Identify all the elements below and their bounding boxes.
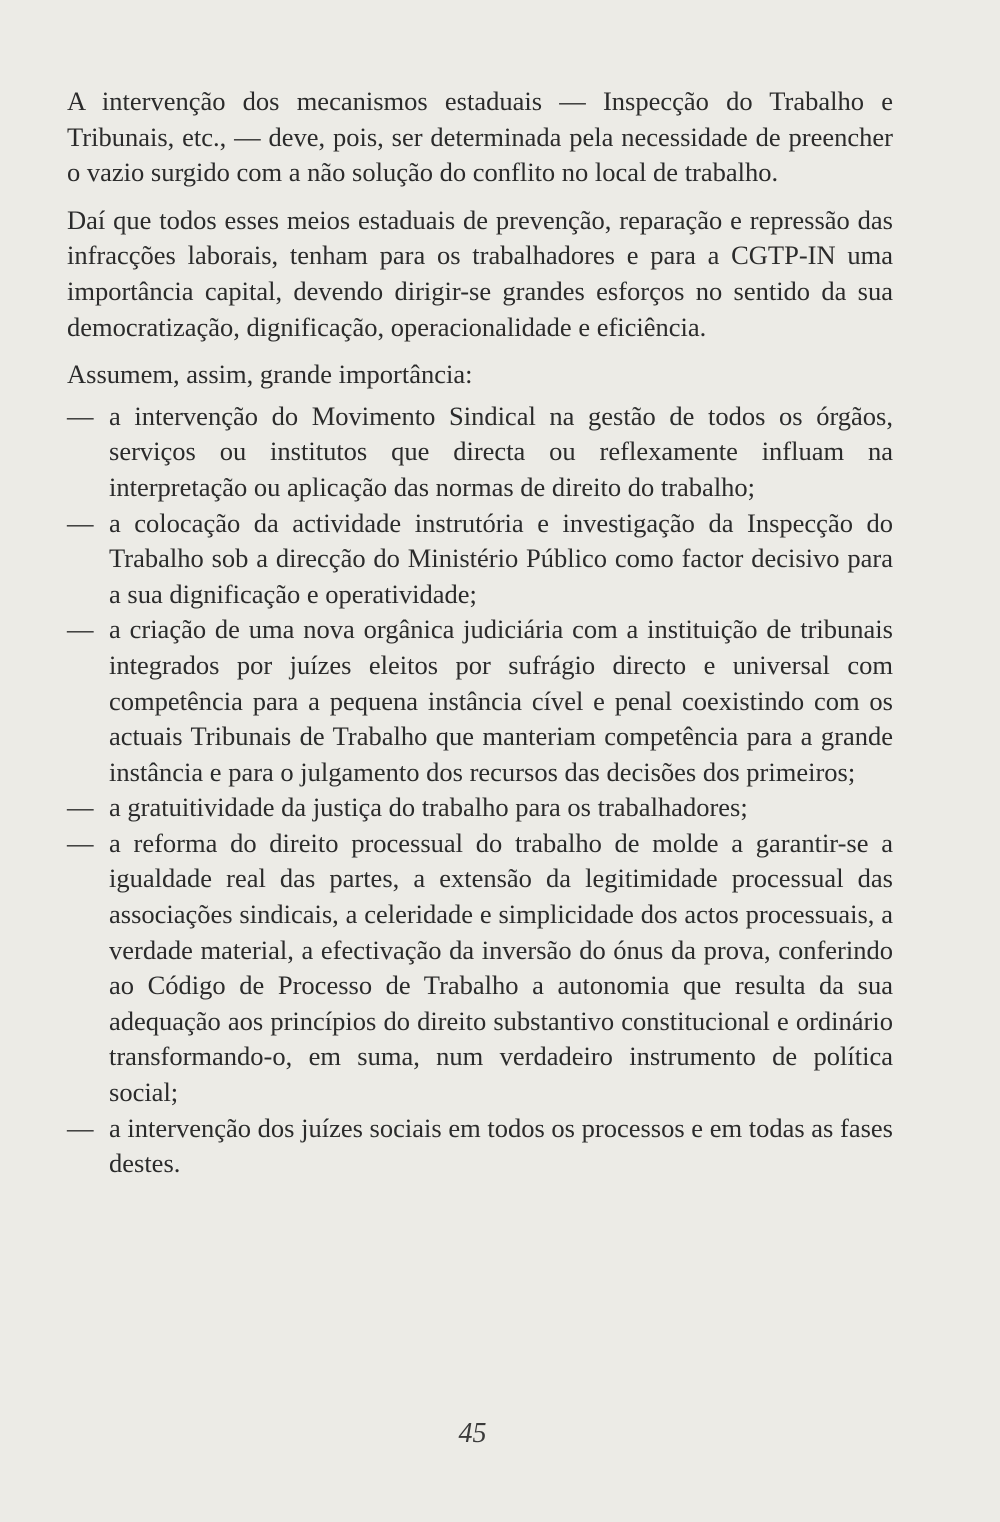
page-number: 45 xyxy=(458,1418,487,1449)
list-item xyxy=(67,399,893,506)
dash-bullet: — xyxy=(67,792,94,823)
dash-bullet: — xyxy=(67,400,94,431)
list-intro: Assumem, assim, grande importância: xyxy=(67,359,473,390)
list-item-text: a colocação da actividade instrutória e investigação da Inspecção do Trabalho sob a direcção do Ministério Público como factor decisivo para a sua dignificação e operatividade; xyxy=(109,507,893,609)
paragraph: Daí que todos esses meios estaduais de prevenção, reparação e repressão das infracções laborais, tenham para os trabalhadores e para a CGTP-IN uma importância capital, devendo dirigir-se grandes esforços no sentido da sua democratização, dignificação, operacionalidade e eficiência. xyxy=(67,204,893,342)
list-item-text: a reforma do direito processual do trabalho de molde a garantir-se a igualdade real das partes, a extensão da legitimidade processual das associações sindicais, a celeridade e simplicidade dos actos processuais, a verdade material, a efectivação da inversão do ónus da prova, conferindo ao Código de Processo de Trabalho a autonomia que resulta da sua adequação aos princípios do direito substantivo constitucional e ordinário transformando-o, em suma, num verdadeiro instrumento de política social; xyxy=(109,827,893,1108)
list-item-text: a gratuitividade da justiça do trabalho para os trabalhadores; xyxy=(109,792,748,823)
dash-bullet: — xyxy=(67,827,94,858)
list-item xyxy=(67,612,893,790)
bullet-list xyxy=(67,399,893,1182)
list-item-text: a criação de uma nova orgânica judiciária com a instituição de tribunais integrados por juízes eleitos por sufrágio directo e universal com competência para a pequena instância cível e penal coexistindo com os actuais Tribunais de Trabalho que manteriam competência para a grande instância e para o julgamento dos recursos das decisões dos primeiros; xyxy=(109,614,893,787)
list-item-text: a intervenção do Movimento Sindical na gestão de todos os órgãos, serviços ou institutos que directa ou reflexamente influam na interpretação ou aplicação das normas de direito do trabalho; xyxy=(109,400,893,502)
list-item xyxy=(67,826,893,1111)
dash-bullet: — xyxy=(67,507,94,538)
dash-bullet: — xyxy=(67,1112,94,1143)
list-item-text: a intervenção dos juízes sociais em todos os processos e em todas as fases destes. xyxy=(109,1112,893,1179)
dash-bullet: — xyxy=(67,614,94,645)
list-item xyxy=(67,1111,893,1182)
body-text xyxy=(67,84,893,1182)
paragraph: A intervenção dos mecanismos estaduais — Inspecção do Trabalho e Tribunais, etc., — deve, pois, ser determinada pela necessidade de preencher o vazio surgido com a não solução do conflito no local de trabalho. xyxy=(67,86,893,188)
list-item xyxy=(67,790,893,826)
list-item xyxy=(67,506,893,613)
